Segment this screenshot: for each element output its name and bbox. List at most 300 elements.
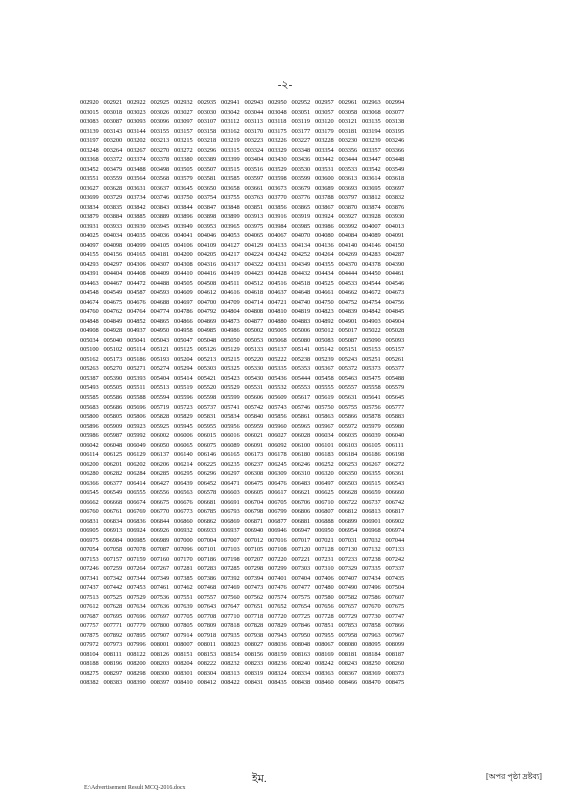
roll-number: 006877 xyxy=(268,517,287,525)
roll-number: 007310 xyxy=(315,565,334,573)
roll-number: 003175 xyxy=(268,127,287,135)
roll-number: 004511 xyxy=(221,279,240,287)
roll-number: 004662 xyxy=(338,289,358,297)
table-row xyxy=(80,298,535,308)
table-row xyxy=(80,441,535,451)
roll-number: 003919 xyxy=(291,213,311,221)
roll-number: 007342 xyxy=(103,574,123,582)
roll-number: 005586 xyxy=(103,393,123,401)
roll-number: 005090 xyxy=(362,336,381,344)
roll-number: 007892 xyxy=(103,631,123,639)
roll-number: 006668 xyxy=(103,498,123,506)
roll-number: 004928 xyxy=(103,327,123,335)
roll-number: 006146 xyxy=(197,451,217,459)
roll-number: 003931 xyxy=(80,222,99,230)
roll-number: 007747 xyxy=(385,612,405,620)
roll-number: 006366 xyxy=(80,479,99,487)
roll-number: 006105 xyxy=(362,441,381,449)
roll-number: 003832 xyxy=(385,194,405,202)
roll-number: 004013 xyxy=(385,222,405,230)
roll-number: 003087 xyxy=(103,118,123,126)
roll-number: 007437 xyxy=(80,584,99,592)
roll-number: 006252 xyxy=(315,460,334,468)
roll-number: 007344 xyxy=(127,574,146,582)
roll-number: 005028 xyxy=(385,327,405,335)
roll-number: 003867 xyxy=(315,203,334,211)
roll-number: 006042 xyxy=(80,441,99,449)
roll-number: 003442 xyxy=(315,156,334,164)
roll-number: 007950 xyxy=(291,631,311,639)
roll-number: 006103 xyxy=(338,441,358,449)
roll-number: 003121 xyxy=(338,118,358,126)
roll-number: 003366 xyxy=(385,146,405,154)
table-row xyxy=(80,355,535,365)
roll-number: 003096 xyxy=(150,118,170,126)
page-number: -২- xyxy=(277,79,293,91)
roll-number: 004792 xyxy=(197,308,217,316)
roll-number: 005335 xyxy=(268,365,287,373)
roll-number: 003399 xyxy=(221,156,240,164)
roll-number: 006183 xyxy=(315,451,334,459)
roll-number: 003058 xyxy=(338,108,358,116)
roll-number: 004839 xyxy=(338,308,358,316)
roll-number: 005742 xyxy=(244,403,264,411)
table-row xyxy=(80,536,535,546)
roll-number: 005387 xyxy=(80,374,99,382)
roll-number: 006202 xyxy=(127,460,146,468)
roll-number: 007529 xyxy=(127,593,146,601)
table-row xyxy=(80,602,535,612)
roll-number: 006201 xyxy=(103,460,123,468)
roll-number: 005173 xyxy=(103,355,123,363)
roll-number: 002963 xyxy=(362,99,381,106)
table-row xyxy=(80,241,535,251)
roll-number: 006137 xyxy=(150,451,170,459)
roll-number: 004512 xyxy=(244,279,264,287)
roll-number: 007233 xyxy=(338,555,358,563)
roll-number: 005162 xyxy=(80,355,99,363)
roll-number: 002921 xyxy=(103,99,123,106)
roll-number: 004444 xyxy=(338,270,358,278)
roll-number: 005986 xyxy=(80,432,99,440)
table-row xyxy=(80,650,535,660)
roll-number: 007562 xyxy=(244,593,264,601)
roll-number: 008156 xyxy=(244,650,264,658)
roll-number: 004892 xyxy=(315,317,334,325)
roll-number: 003927 xyxy=(338,213,358,221)
table-row xyxy=(80,279,535,289)
roll-number: 008204 xyxy=(174,660,193,668)
roll-number: 008250 xyxy=(362,660,381,668)
roll-number: 005945 xyxy=(174,422,193,430)
roll-number: 004035 xyxy=(127,232,146,240)
roll-number: 006742 xyxy=(385,498,405,506)
roll-number: 003559 xyxy=(103,175,123,183)
roll-number: 006660 xyxy=(385,489,405,497)
roll-number: 006817 xyxy=(385,508,405,516)
roll-number: 003530 xyxy=(291,165,311,173)
roll-number: 008222 xyxy=(197,660,217,668)
roll-number: 003200 xyxy=(103,137,123,145)
roll-number: 006954 xyxy=(338,527,358,535)
roll-number: 003984 xyxy=(268,222,287,230)
roll-number: 006984 xyxy=(103,536,123,544)
roll-number: 004129 xyxy=(244,241,264,249)
table-row xyxy=(80,469,535,479)
roll-number: 003026 xyxy=(150,108,170,116)
roll-number: 003143 xyxy=(103,127,123,135)
table-row xyxy=(80,336,535,346)
roll-number: 004099 xyxy=(127,241,146,249)
roll-number: 006320 xyxy=(315,470,334,478)
roll-number: 005100 xyxy=(80,346,99,354)
roll-number: 003843 xyxy=(150,203,170,211)
roll-number: 003750 xyxy=(174,194,193,202)
roll-number: 003436 xyxy=(291,156,311,164)
roll-number: 004904 xyxy=(385,317,405,325)
roll-number: 005965 xyxy=(291,422,311,430)
roll-number: 008298 xyxy=(127,669,146,677)
table-row xyxy=(80,393,535,403)
roll-number: 004307 xyxy=(150,260,170,268)
roll-number: 008111 xyxy=(103,650,122,658)
roll-number: 003272 xyxy=(174,146,193,154)
roll-number: 005040 xyxy=(103,336,123,344)
roll-number: 003324 xyxy=(244,146,264,154)
roll-number: 007779 xyxy=(127,622,146,630)
roll-number: 003083 xyxy=(80,118,99,126)
roll-number: 005756 xyxy=(362,403,381,411)
roll-number: 004287 xyxy=(385,251,405,259)
table-row xyxy=(80,593,535,603)
roll-number: 005458 xyxy=(315,374,334,382)
roll-number: 004848 xyxy=(80,317,99,325)
roll-number: 006129 xyxy=(127,451,146,459)
roll-number: 003581 xyxy=(197,175,217,183)
roll-number: 007329 xyxy=(338,565,358,573)
roll-number: 004842 xyxy=(362,308,381,316)
roll-number: 007720 xyxy=(268,612,287,620)
roll-number: 005750 xyxy=(315,403,334,411)
roll-number: 007918 xyxy=(197,631,217,639)
roll-number: 004866 xyxy=(174,317,193,325)
roll-number: 007696 xyxy=(127,612,146,620)
roll-number: 007238 xyxy=(362,555,381,563)
roll-number: 003051 xyxy=(291,108,311,116)
roll-number: 003533 xyxy=(338,165,358,173)
roll-number: 007120 xyxy=(291,546,311,554)
roll-number: 005520 xyxy=(197,384,217,392)
roll-number: 003270 xyxy=(150,146,170,154)
roll-number: 008011 xyxy=(197,641,216,649)
roll-number: 006946 xyxy=(268,527,287,535)
roll-number: 007647 xyxy=(221,603,240,611)
roll-number: 006452 xyxy=(197,479,217,487)
roll-number: 003030 xyxy=(197,108,217,116)
roll-number: 003264 xyxy=(103,146,123,154)
roll-number: 004349 xyxy=(291,260,311,268)
roll-number: 003329 xyxy=(268,146,287,154)
roll-number: 007392 xyxy=(221,574,240,582)
roll-number: 007725 xyxy=(291,612,311,620)
roll-number: 003874 xyxy=(362,203,381,211)
roll-number: 007875 xyxy=(80,631,99,639)
roll-number: 007108 xyxy=(268,546,287,554)
roll-number: 004428 xyxy=(268,270,287,278)
roll-number: 006165 xyxy=(221,451,240,459)
roll-number: 007133 xyxy=(385,546,405,554)
roll-number: 007087 xyxy=(150,546,170,554)
roll-number: 003697 xyxy=(385,184,405,192)
roll-number: 003924 xyxy=(315,213,334,221)
roll-number: 007634 xyxy=(127,603,146,611)
table-row xyxy=(80,517,535,527)
roll-number: 004762 xyxy=(103,308,123,316)
roll-number: 004331 xyxy=(268,260,287,268)
table-row xyxy=(80,165,535,175)
roll-number: 004488 xyxy=(150,279,170,287)
roll-number: 006773 xyxy=(174,508,193,516)
roll-number: 005955 xyxy=(197,422,217,430)
roll-number: 005834 xyxy=(221,413,240,421)
roll-number: 006932 xyxy=(174,527,193,535)
roll-number: 007708 xyxy=(197,612,217,620)
roll-number: 006888 xyxy=(315,517,334,525)
roll-number: 007477 xyxy=(291,584,311,592)
roll-number: 004007 xyxy=(362,222,381,230)
roll-number: 005404 xyxy=(150,374,170,382)
roll-number: 004205 xyxy=(197,251,217,259)
roll-number: 003155 xyxy=(150,127,170,135)
roll-number: 004467 xyxy=(103,279,123,287)
roll-number: 006439 xyxy=(174,479,193,487)
roll-number: 006674 xyxy=(127,498,146,506)
roll-number: 006807 xyxy=(315,508,334,516)
roll-number: 005222 xyxy=(268,355,287,363)
roll-number: 005529 xyxy=(221,384,240,392)
roll-number: 004908 xyxy=(80,327,99,335)
roll-number: 005956 xyxy=(221,422,240,430)
roll-number: 007656 xyxy=(315,603,334,611)
roll-number: 007586 xyxy=(362,593,381,601)
table-row xyxy=(80,479,535,489)
table-row xyxy=(80,412,535,422)
roll-number: 004721 xyxy=(268,298,287,306)
roll-number: 006246 xyxy=(291,460,311,468)
roll-number: 007730 xyxy=(362,612,381,620)
roll-number: 005553 xyxy=(291,384,311,392)
roll-number: 007186 xyxy=(197,555,217,563)
roll-number: 006206 xyxy=(150,460,170,468)
roll-number: 006297 xyxy=(221,470,240,478)
roll-number: 003844 xyxy=(174,203,193,211)
roll-number: 005519 xyxy=(174,384,193,392)
roll-number: 006770 xyxy=(150,508,170,516)
roll-number: 003898 xyxy=(197,213,217,221)
roll-number: 005114 xyxy=(127,346,146,354)
roll-number: 003673 xyxy=(268,184,287,192)
roll-number: 006100 xyxy=(291,441,311,449)
roll-number: 006475 xyxy=(244,479,264,487)
roll-number: 007461 xyxy=(150,584,170,592)
roll-number: 006831 xyxy=(80,517,99,525)
roll-number: 003357 xyxy=(362,146,381,154)
roll-number: 003202 xyxy=(127,137,146,145)
roll-number: 005743 xyxy=(268,403,287,411)
roll-number: 006035 xyxy=(338,432,358,440)
roll-number: 007612 xyxy=(80,603,99,611)
roll-number: 004709 xyxy=(221,298,240,306)
roll-number: 004065 xyxy=(244,232,264,240)
roll-number: 004901 xyxy=(338,317,358,325)
table-row xyxy=(80,507,535,517)
roll-number: 005863 xyxy=(315,413,334,421)
roll-number: 008304 xyxy=(197,669,217,677)
roll-number: 005805 xyxy=(103,413,123,421)
roll-number: 003614 xyxy=(362,175,381,183)
roll-number: 004416 xyxy=(197,270,217,278)
roll-number: 003746 xyxy=(150,194,170,202)
roll-number: 005923 xyxy=(127,422,146,430)
roll-number: 007490 xyxy=(338,584,358,592)
roll-number: 004316 xyxy=(197,260,217,268)
roll-number: 005330 xyxy=(244,365,264,373)
roll-number: 005598 xyxy=(197,393,217,401)
roll-number: 007468 xyxy=(197,584,217,592)
roll-number: 003194 xyxy=(362,127,381,135)
roll-number: 003933 xyxy=(103,222,123,230)
roll-number: 006200 xyxy=(80,460,99,468)
roll-number: 003551 xyxy=(80,175,99,183)
roll-number: 007846 xyxy=(291,622,311,630)
roll-number: 005683 xyxy=(80,403,99,411)
roll-number: 003452 xyxy=(80,165,99,173)
roll-number: 003661 xyxy=(244,184,264,192)
roll-number: 004616 xyxy=(221,289,240,297)
roll-number: 006862 xyxy=(197,517,217,525)
roll-number: 004675 xyxy=(103,298,123,306)
roll-number: 002941 xyxy=(221,99,240,106)
roll-number: 006111 xyxy=(385,441,404,449)
roll-number: 005102 xyxy=(103,346,123,354)
roll-number: 004516 xyxy=(268,279,287,287)
roll-number: 003044 xyxy=(244,108,264,116)
roll-number: 003023 xyxy=(127,108,146,116)
roll-number: 008200 xyxy=(127,660,146,668)
roll-number: 003770 xyxy=(268,194,287,202)
roll-number: 005579 xyxy=(385,384,405,392)
roll-number: 008184 xyxy=(362,650,381,658)
roll-number: 006021 xyxy=(244,432,264,440)
roll-number: 004109 xyxy=(197,241,217,249)
roll-number: 006245 xyxy=(268,460,287,468)
roll-number: 006860 xyxy=(174,517,193,525)
roll-number: 006722 xyxy=(338,498,358,506)
roll-number: 008300 xyxy=(150,669,170,677)
roll-number: 008001 xyxy=(150,641,170,649)
roll-number: 004283 xyxy=(362,251,381,259)
roll-number: 003378 xyxy=(150,156,170,164)
roll-number: 003618 xyxy=(385,175,405,183)
roll-number: 005800 xyxy=(80,413,99,421)
roll-number: 006675 xyxy=(150,498,170,506)
table-row xyxy=(80,250,535,260)
roll-number: 006427 xyxy=(150,479,170,487)
roll-number: 004025 xyxy=(80,232,99,240)
roll-number: 005856 xyxy=(268,413,287,421)
roll-number: 006295 xyxy=(174,470,193,478)
roll-number: 008099 xyxy=(385,641,405,649)
roll-number: 007096 xyxy=(174,546,193,554)
roll-number: 008159 xyxy=(268,650,287,658)
roll-number: 007078 xyxy=(127,546,146,554)
roll-number: 007718 xyxy=(244,612,264,620)
roll-number: 003856 xyxy=(268,203,287,211)
roll-number: 003916 xyxy=(268,213,287,221)
roll-number: 005186 xyxy=(127,355,146,363)
roll-number: 007805 xyxy=(174,622,193,630)
table-row xyxy=(80,155,535,165)
roll-number: 008324 xyxy=(268,669,287,677)
roll-number: 006282 xyxy=(103,470,123,478)
roll-number: 005325 xyxy=(221,365,240,373)
roll-number: 004370 xyxy=(338,260,358,268)
roll-number: 004053 xyxy=(221,232,240,240)
table-row xyxy=(80,555,535,565)
roll-number: 007220 xyxy=(268,555,287,563)
roll-number: 005270 xyxy=(103,365,123,373)
roll-number: 008151 xyxy=(174,650,193,658)
roll-number: 004877 xyxy=(244,317,264,325)
roll-number: 006947 xyxy=(291,527,311,535)
roll-number: 005133 xyxy=(244,346,264,354)
table-row xyxy=(80,488,535,498)
roll-number: 003138 xyxy=(385,118,405,126)
roll-number: 004714 xyxy=(244,298,264,306)
roll-number: 003118 xyxy=(268,118,287,126)
roll-number: 004533 xyxy=(338,279,358,287)
table-row xyxy=(80,621,535,631)
roll-number: 005972 xyxy=(338,422,358,430)
roll-number: 008297 xyxy=(103,669,123,677)
roll-number: 007651 xyxy=(244,603,264,611)
roll-number: 005271 xyxy=(127,365,146,373)
roll-number: 005641 xyxy=(362,393,381,401)
roll-number: 003488 xyxy=(127,165,146,173)
roll-number: 005557 xyxy=(338,384,358,392)
roll-number: 003239 xyxy=(362,137,381,145)
roll-number: 007866 xyxy=(385,622,405,630)
roll-number: 003992 xyxy=(338,222,358,230)
roll-number: 002920 xyxy=(80,99,99,106)
roll-number: 006621 xyxy=(291,489,311,497)
roll-number: 008048 xyxy=(291,641,311,649)
roll-number: 003505 xyxy=(174,165,193,173)
roll-number: 004269 xyxy=(338,251,358,259)
table-row xyxy=(80,317,535,327)
roll-number: 004036 xyxy=(150,232,170,240)
table-row xyxy=(80,460,535,470)
roll-number: 006089 xyxy=(221,441,240,449)
roll-number: 007943 xyxy=(268,631,287,639)
roll-number: 008410 xyxy=(174,679,193,687)
roll-number: 005511 xyxy=(127,384,146,392)
roll-number: 006284 xyxy=(127,470,146,478)
roll-number: 006710 xyxy=(315,498,334,506)
roll-number: 006578 xyxy=(197,489,217,497)
roll-number: 003645 xyxy=(174,184,193,192)
roll-number: 003015 xyxy=(80,108,99,116)
